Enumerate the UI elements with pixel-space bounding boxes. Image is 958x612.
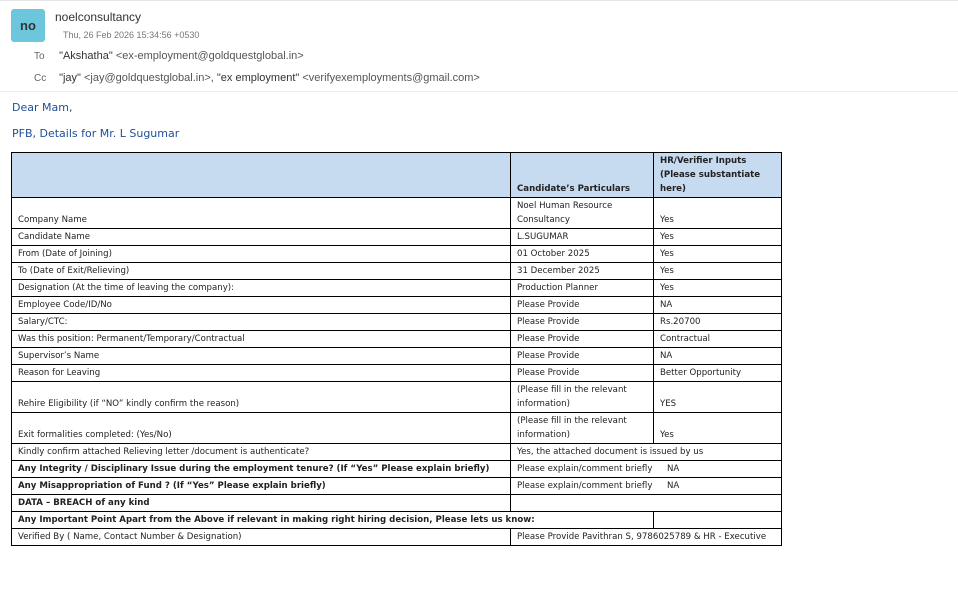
integrity-question: Any Integrity / Disciplinary Issue during the employment tenure? (If “Yes” Please explain briefly) <box>12 461 511 478</box>
table-row-verified <box>12 529 782 546</box>
table-row <box>12 246 782 263</box>
breach-answer <box>511 495 782 512</box>
row-particular: (Please fill in the relevant information) <box>511 382 654 413</box>
table-row-integrity <box>12 461 782 478</box>
sender-avatar: no <box>11 9 45 42</box>
row-particular: 31 December 2025 <box>511 263 654 280</box>
cc-row <box>34 72 480 84</box>
email-header <box>0 0 958 92</box>
table-row-authenticity <box>12 444 782 461</box>
row-label: Designation (At the time of leaving the company): <box>12 280 511 297</box>
row-label: Was this position: Permanent/Temporary/Contractual <box>12 331 511 348</box>
row-label: Company Name <box>12 198 511 229</box>
row-hr-input: Yes <box>654 229 782 246</box>
breach-question: DATA – BREACH of any kind <box>12 495 511 512</box>
table-row <box>12 331 782 348</box>
table-row-important <box>12 512 782 529</box>
header-hr-verifier-inputs: HR/Verifier Inputs (Please substantiate here) <box>654 153 782 198</box>
row-hr-input: Better Opportunity <box>654 365 782 382</box>
greeting: Dear Mam, <box>12 101 73 114</box>
to-label: To <box>34 51 45 62</box>
row-hr-input: Yes <box>654 198 782 229</box>
cc-label: Cc <box>34 73 47 84</box>
intro-line: PFB, Details for Mr. L Sugumar <box>12 127 180 140</box>
row-particular: Please Provide <box>511 314 654 331</box>
cc-recipient-name-2[interactable]: "ex employment" <box>216 72 300 84</box>
row-hr-input: NA <box>654 297 782 314</box>
table-row-fund <box>12 478 782 495</box>
fund-answer-prompt: Please explain/comment briefly <box>517 481 653 491</box>
email-date: Thu, 26 Feb 2026 15:34:56 +0530 <box>63 30 200 40</box>
header-divider <box>0 91 958 92</box>
table-row <box>12 348 782 365</box>
row-particular: Noel Human Resource Consultancy <box>511 198 654 229</box>
row-particular: (Please fill in the relevant information) <box>511 413 654 444</box>
table-row <box>12 314 782 331</box>
row-label: To (Date of Exit/Relieving) <box>12 263 511 280</box>
table-row <box>12 263 782 280</box>
row-label: Rehire Eligibility (if “NO” kindly confirm the reason) <box>12 382 511 413</box>
verified-by-answer: Please Provide Pavithran S, 9786025789 & HR - Executive <box>511 529 782 546</box>
table-row <box>12 198 782 229</box>
table-row <box>12 229 782 246</box>
header-cell-blank <box>12 153 511 198</box>
row-hr-input: NA <box>654 348 782 365</box>
integrity-answer-prompt: Please explain/comment briefly <box>517 464 653 474</box>
table-row <box>12 297 782 314</box>
row-label: Salary/CTC: <box>12 314 511 331</box>
verified-by-question: Verified By ( Name, Contact Number & Designation) <box>12 529 511 546</box>
row-particular: L.SUGUMAR <box>511 229 654 246</box>
integrity-answer-value: NA <box>667 464 680 474</box>
row-label: Reason for Leaving <box>12 365 511 382</box>
table-row <box>12 280 782 297</box>
table-row <box>12 365 782 382</box>
row-label: Supervisor’s Name <box>12 348 511 365</box>
row-label: Exit formalities completed: (Yes/No) <box>12 413 511 444</box>
row-particular: Please Provide <box>511 331 654 348</box>
to-recipient-name[interactable]: "Akshatha" <box>59 50 113 62</box>
row-particular: Please Provide <box>511 297 654 314</box>
row-hr-input: Yes <box>654 263 782 280</box>
row-label: Candidate Name <box>12 229 511 246</box>
cc-recipient-address-2[interactable]: <verifyexemployments@gmail.com> <box>302 72 480 84</box>
header-candidate-particulars: Candidate’s Particulars <box>511 153 654 198</box>
row-hr-input: Yes <box>654 280 782 297</box>
row-label: From (Date of Joining) <box>12 246 511 263</box>
authenticity-question: Kindly confirm attached Relieving letter /document is authenticate? <box>12 444 511 461</box>
table-row-breach <box>12 495 782 512</box>
verification-table <box>11 152 782 546</box>
row-label: Employee Code/ID/No <box>12 297 511 314</box>
important-point-answer <box>654 512 782 529</box>
integrity-answer <box>511 461 782 478</box>
row-particular: Please Provide <box>511 348 654 365</box>
cc-recipient-name-1[interactable]: "jay" <box>59 72 81 84</box>
table-row <box>12 382 782 413</box>
cc-recipient-address-1[interactable]: <jay@goldquestglobal.in>, <box>84 72 214 84</box>
authenticity-answer: Yes, the attached document is issued by us <box>511 444 782 461</box>
fund-answer-value: NA <box>667 481 680 491</box>
table-header-row <box>12 153 782 198</box>
row-hr-input: Yes <box>654 246 782 263</box>
row-particular: Production Planner <box>511 280 654 297</box>
row-hr-input: Contractual <box>654 331 782 348</box>
row-particular: Please Provide <box>511 365 654 382</box>
fund-answer <box>511 478 782 495</box>
to-row <box>34 50 304 62</box>
row-particular: 01 October 2025 <box>511 246 654 263</box>
to-recipient-address[interactable]: <ex-employment@goldquestglobal.in> <box>115 50 304 62</box>
table-row <box>12 413 782 444</box>
row-hr-input: Rs.20700 <box>654 314 782 331</box>
row-hr-input: YES <box>654 382 782 413</box>
fund-question: Any Misappropriation of Fund ? (If “Yes” Please explain briefly) <box>12 478 511 495</box>
important-point-question: Any Important Point Apart from the Above if relevant in making right hiring decision, Please lets us know: <box>12 512 654 529</box>
sender-name[interactable]: noelconsultancy <box>55 10 142 24</box>
row-hr-input: Yes <box>654 413 782 444</box>
